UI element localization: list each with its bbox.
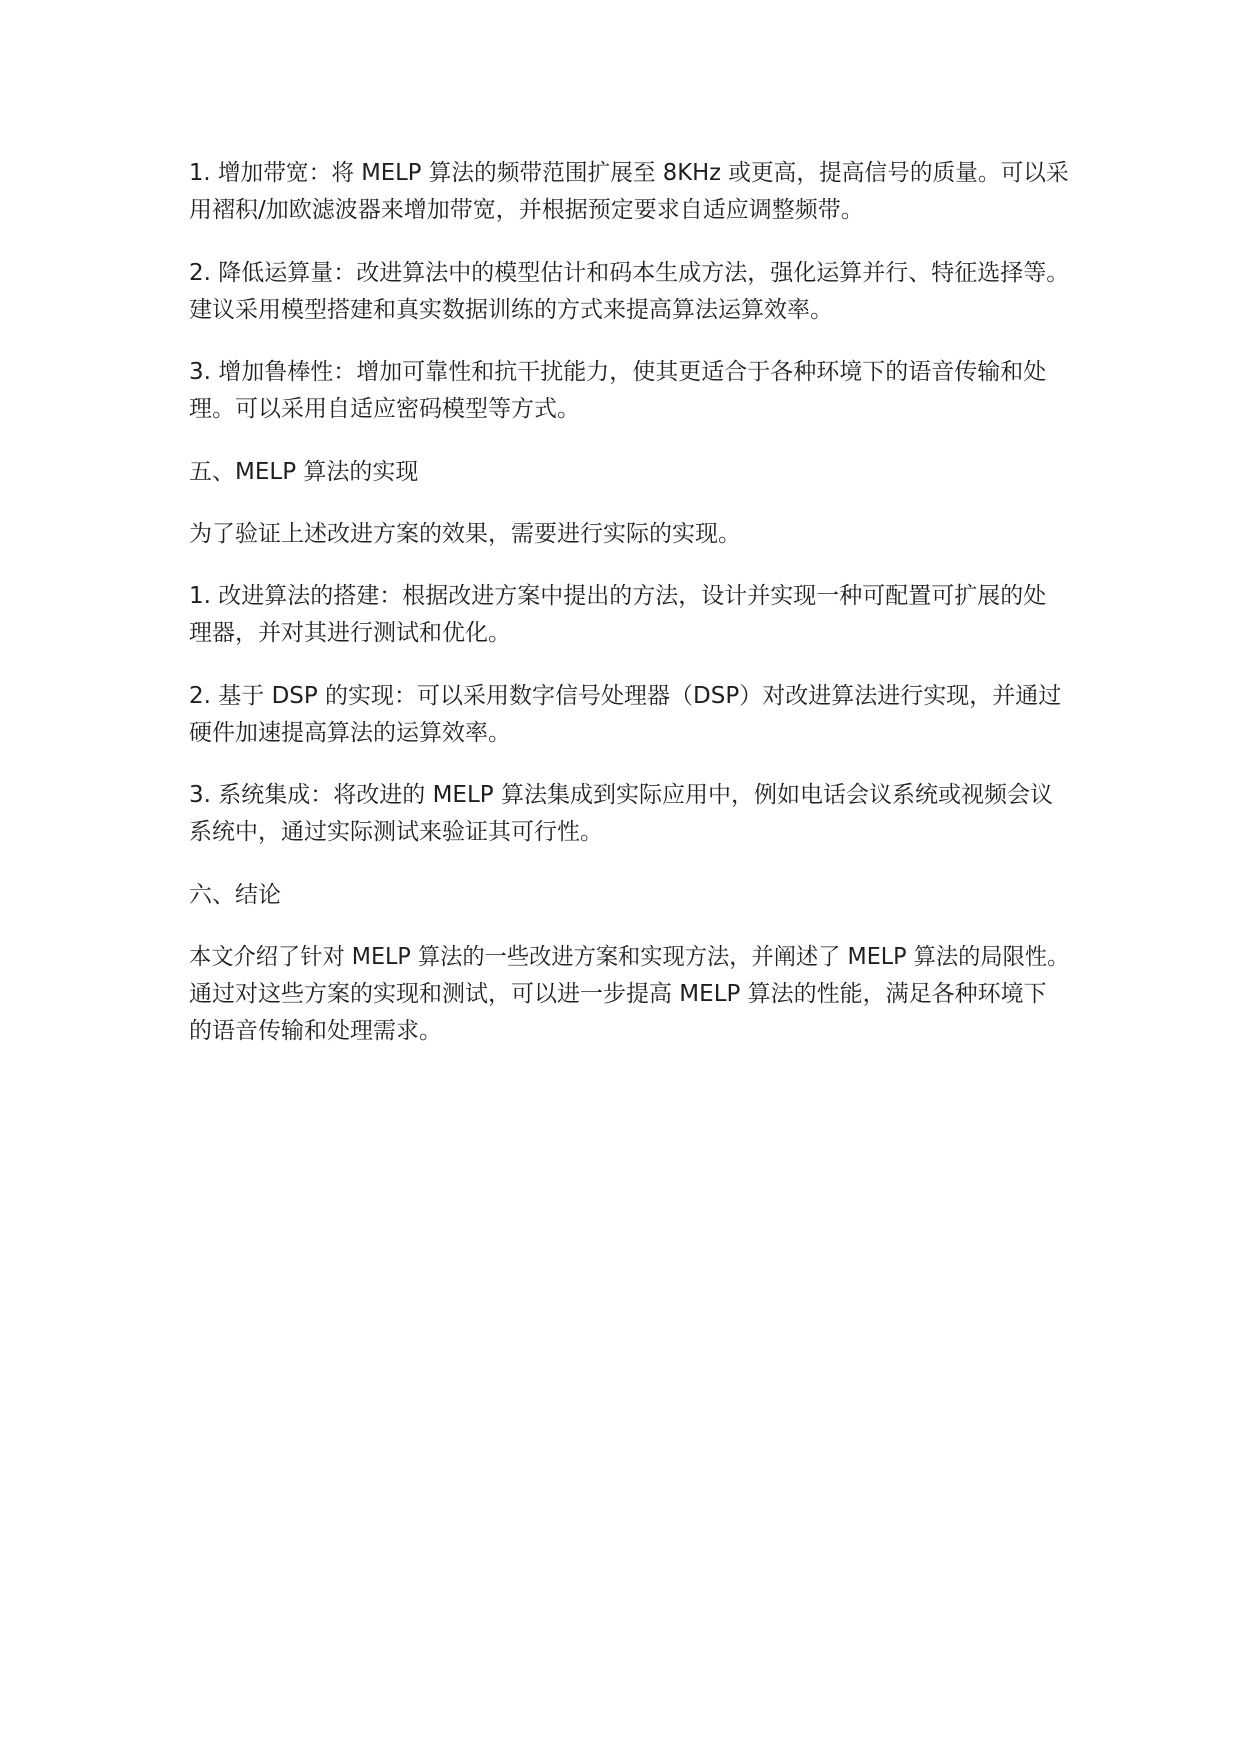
conclusion-line-2: 通过对这些方案的实现和测试，可以进一步提高 MELP 算法的性能，满足各种环境下 [189,981,1047,1007]
paragraph-2-line-1: 2. 降低运算量：改进算法中的模型估计和码本生成方法，强化运算并行、特征选择等。 [189,260,1070,286]
paragraph-5-line-1: 2. 基于 DSP 的实现：可以采用数字信号处理器（DSP）对改进算法进行实现，并通过 [189,683,1062,709]
conclusion-line-1: 本文介绍了针对 MELP 算法的一些改进方案和实现方法，并阐述了 MELP 算法的局限性。 [189,944,1070,970]
paragraph-3-line-2: 理。可以采用自适应密码模型等方式。 [189,396,580,422]
paragraph-1-line-2: 用褶积/加欧滤波器来增加带宽，并根据预定要求自适应调整频带。 [189,197,864,223]
paragraph-intro: 为了验证上述改进方案的效果，需要进行实际的实现。 [189,521,741,547]
paragraph-3-line-1: 3. 增加鲁棒性：增加可靠性和抗干扰能力，使其更适合于各种环境下的语音传输和处 [189,359,1047,385]
conclusion-line-3: 的语音传输和处理需求。 [189,1018,442,1044]
paragraph-5-line-2: 硬件加速提高算法的运算效率。 [189,720,511,746]
paragraph-6-line-2: 系统中，通过实际测试来验证其可行性。 [189,819,603,845]
paragraph-4-line-2: 理器，并对其进行测试和优化。 [189,620,511,646]
section-heading-6: 六、结论 [189,882,281,908]
paragraph-1-line-1: 1. 增加带宽：将 MELP 算法的频带范围扩展至 8KHz 或更高，提高信号的质量。可以采 [189,160,1069,186]
section-heading-5: 五、MELP 算法的实现 [189,459,419,485]
paragraph-6-line-1: 3. 系统集成：将改进的 MELP 算法集成到实际应用中，例如电话会议系统或视频会议 [189,782,1053,808]
paragraph-2-line-2: 建议采用模型搭建和真实数据训练的方式来提高算法运算效率。 [189,297,833,323]
paragraph-4-line-1: 1. 改进算法的搭建：根据改进方案中提出的方法，设计并实现一种可配置可扩展的处 [189,583,1047,609]
